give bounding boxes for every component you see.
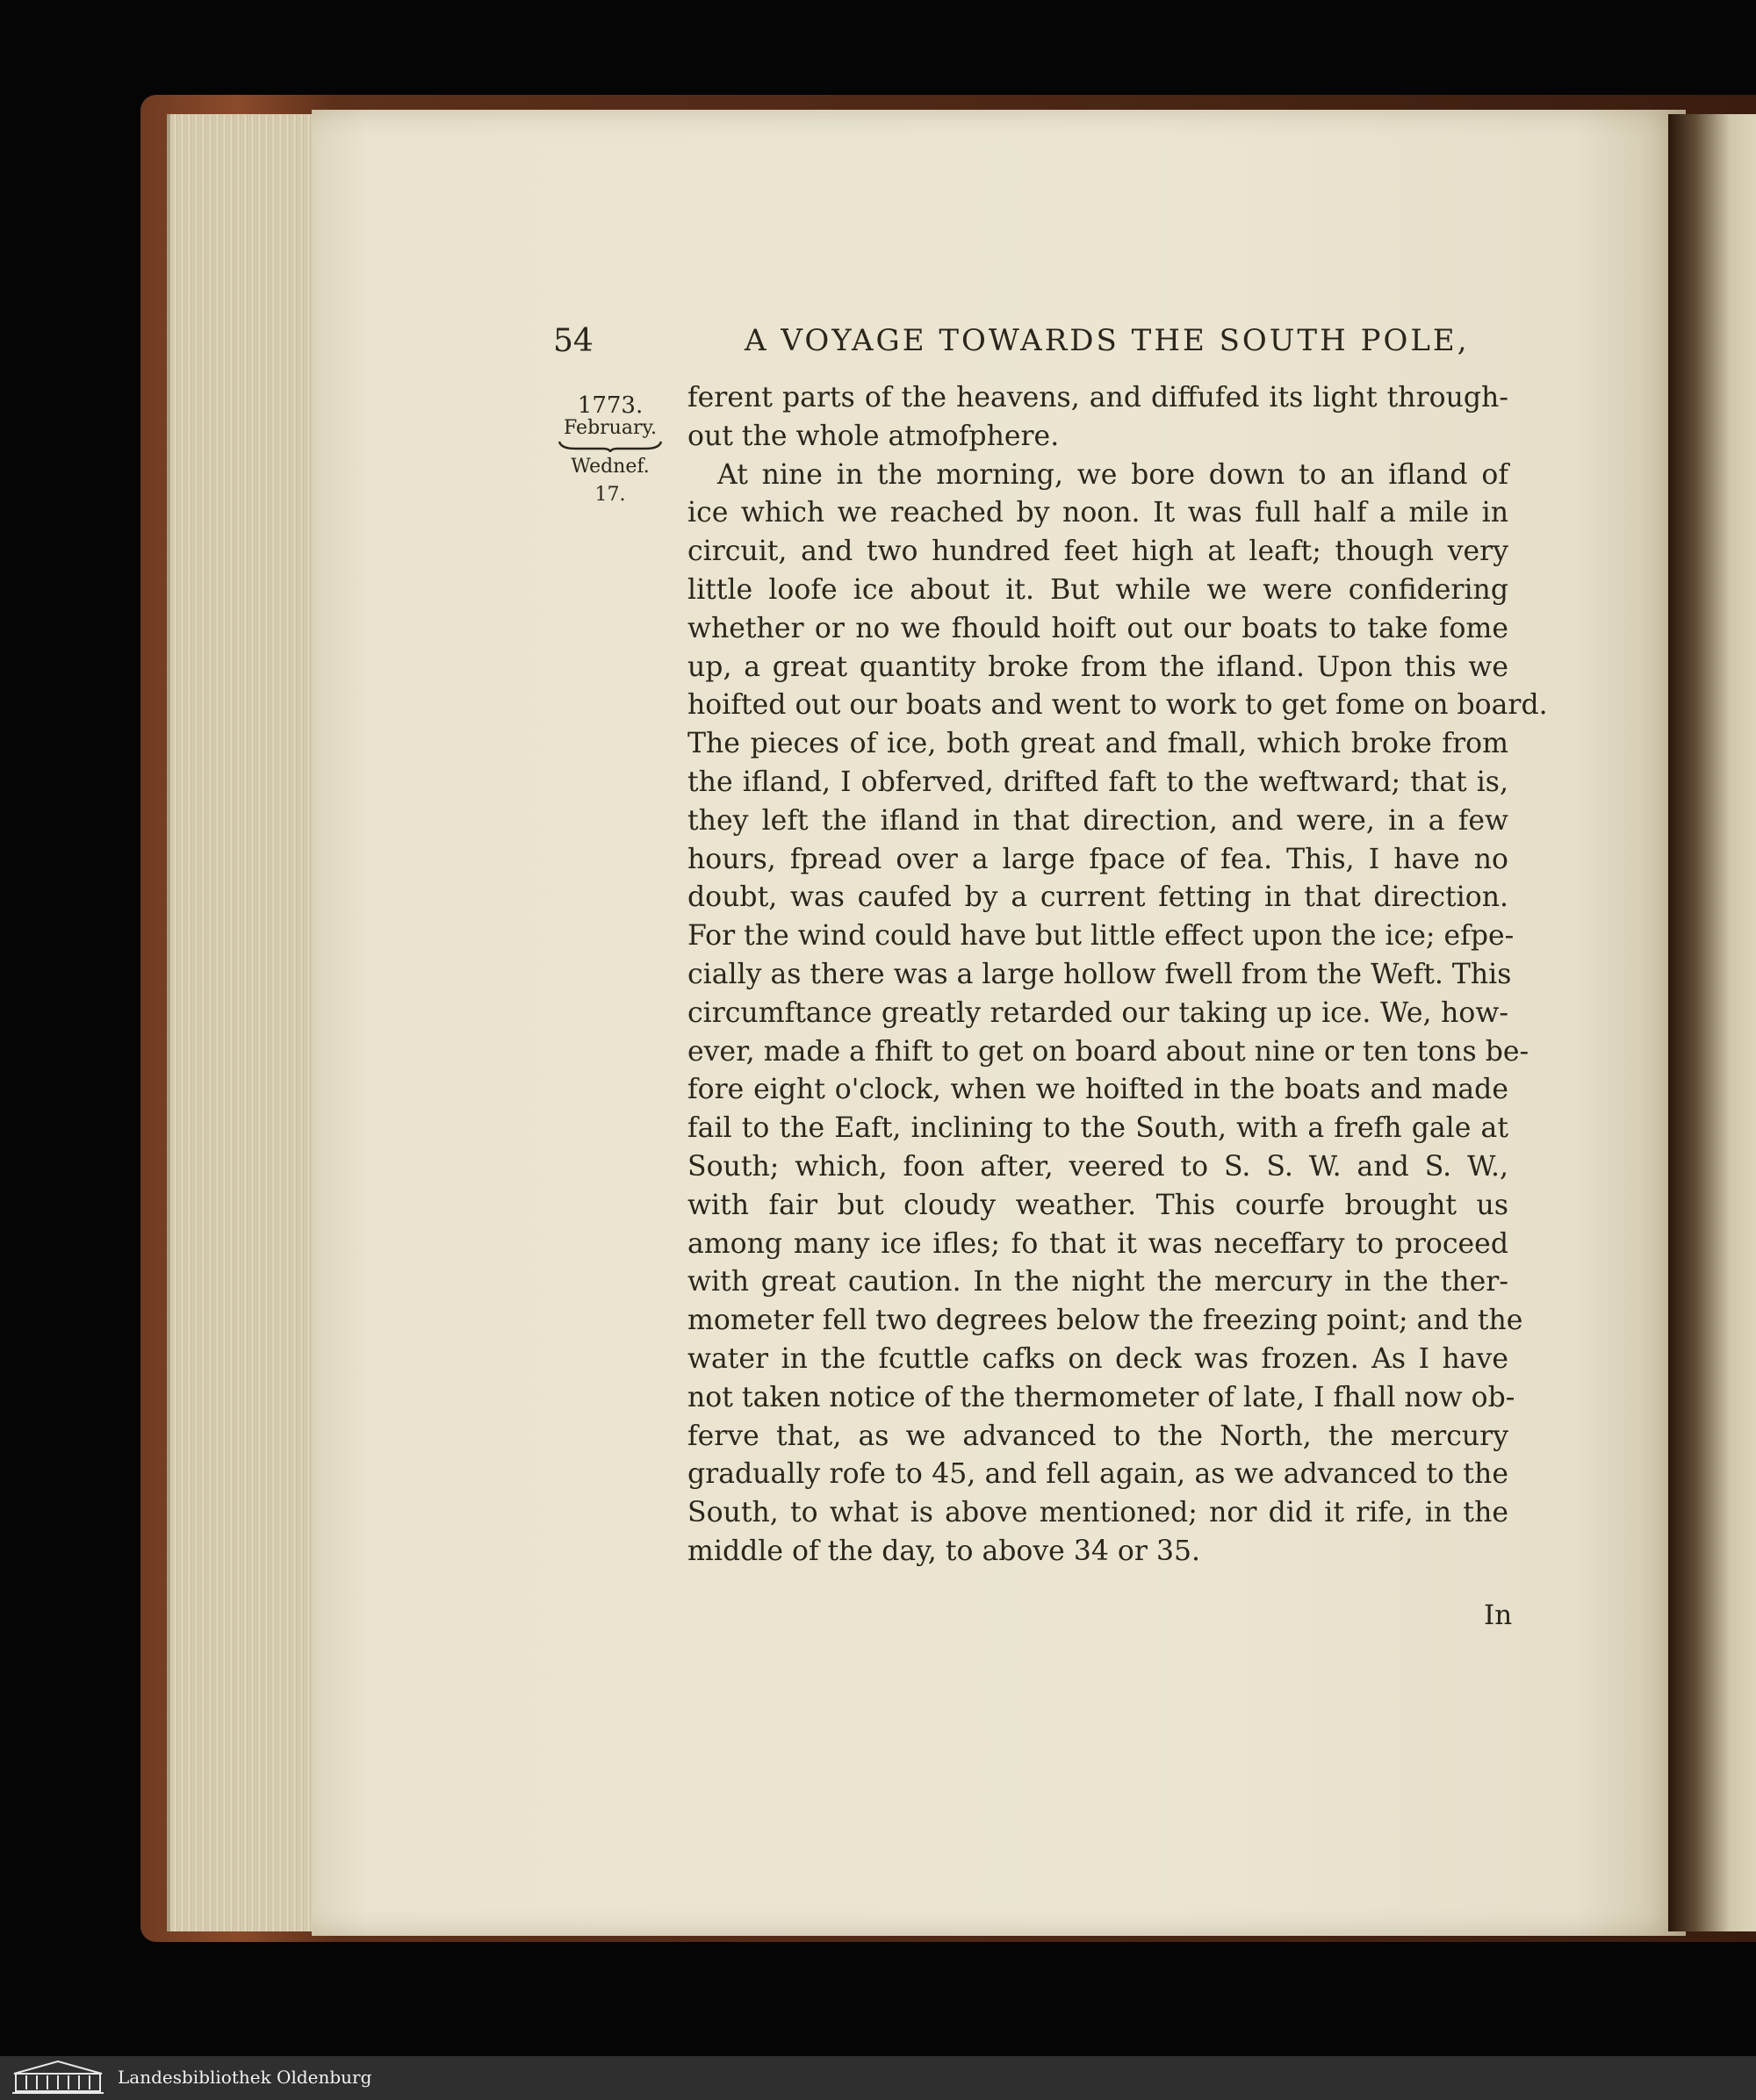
brace-icon bbox=[553, 439, 667, 453]
body-text bbox=[687, 379, 1548, 1571]
text-line: South, to what is above mentioned; nor did it rife, in the bbox=[687, 1497, 1508, 1529]
text-line: the ifland, I obferved, drifted faft to the weftward; that is, bbox=[687, 766, 1508, 798]
margin-note bbox=[553, 393, 667, 509]
text-line: ferent parts of the heavens, and diffufed its light through- bbox=[687, 382, 1508, 414]
text-line: up, a great quantity broke from the ifland. Upon this we bbox=[687, 651, 1508, 683]
page-header bbox=[553, 323, 1512, 376]
text-line: doubt, was caufed by a current fetting in that direction. bbox=[687, 881, 1508, 914]
text-line: not taken notice of the thermometer of late, I fhall now ob- bbox=[687, 1381, 1515, 1413]
book-gutter bbox=[1668, 114, 1756, 1931]
running-title: A VOYAGE TOWARDS THE SOUTH POLE, bbox=[745, 323, 1470, 358]
margin-day: Wednef. 17. bbox=[571, 456, 650, 506]
text-line: ever, made a fhift to get on board about nine or ten tons be- bbox=[687, 1035, 1529, 1068]
footer-bar bbox=[0, 2056, 1756, 2100]
text-line: little loofe ice about it. But while we were confidering bbox=[687, 573, 1508, 606]
text-line: cially as there was a large hollow fwell from the Weft. This bbox=[687, 958, 1512, 990]
text-line: mometer fell two degrees below the freezing point; and the bbox=[687, 1305, 1523, 1337]
text-line: they left the ifland in that direction, and were, in a few bbox=[687, 804, 1508, 837]
text-line: middle of the day, to above 34 or 35. bbox=[687, 1535, 1201, 1567]
text-line: At nine in the morning, we bore down to an ifland of bbox=[717, 458, 1508, 491]
library-name: Landesbibliothek Oldenburg bbox=[118, 2067, 372, 2088]
catchword: In bbox=[1484, 1600, 1513, 1631]
text-line: circuit, and two hundred feet high at leaft; though very bbox=[687, 536, 1508, 568]
text-line: hours, fpread over a large fpace of fea. This, I have no bbox=[687, 843, 1508, 875]
text-line: For the wind could have but little effect upon the ice; efpe- bbox=[687, 920, 1515, 953]
text-line: out the whole atmofphere. bbox=[687, 420, 1060, 452]
text-line: gradually rofe to 45, and fell again, as we advanced to the bbox=[687, 1458, 1508, 1491]
text-line: hoifted out our boats and went to work to get fome on board. bbox=[687, 689, 1548, 722]
text-line: ferve that, as we advanced to the North, the mercury bbox=[687, 1420, 1508, 1452]
text-line: whether or no we fhould hoift out our boats to take fome bbox=[687, 612, 1508, 644]
text-line: ice which we reached by noon. It was full half a mile in bbox=[687, 497, 1508, 529]
text-line: The pieces of ice, both great and fmall, which broke from bbox=[687, 728, 1508, 760]
text-line: water in the fcuttle cafks on deck was frozen. As I have bbox=[687, 1342, 1508, 1375]
margin-year: 1773. bbox=[577, 392, 644, 419]
text-line: with great caution. In the night the mercury in the ther- bbox=[687, 1266, 1508, 1298]
library-building-icon bbox=[11, 2060, 105, 2095]
text-line: fore eight o'clock, when we hoifted in the boats and made bbox=[687, 1074, 1508, 1106]
text-line: with fair but cloudy weather. This courfe brought us bbox=[687, 1189, 1508, 1221]
text-line: South; which, foon after, veered to S. S. W. and S. W., bbox=[687, 1150, 1508, 1183]
text-line: fail to the Eaft, inclining to the South, with a frefh gale at bbox=[687, 1112, 1508, 1145]
text-line: among many ice ifles; fo that it was neceffary to proceed bbox=[687, 1227, 1508, 1260]
margin-month: February. bbox=[564, 417, 657, 439]
page-edges bbox=[167, 114, 320, 1931]
text-line: circumftance greatly retarded our taking up ice. We, how- bbox=[687, 996, 1508, 1029]
page-number: 54 bbox=[553, 323, 594, 359]
